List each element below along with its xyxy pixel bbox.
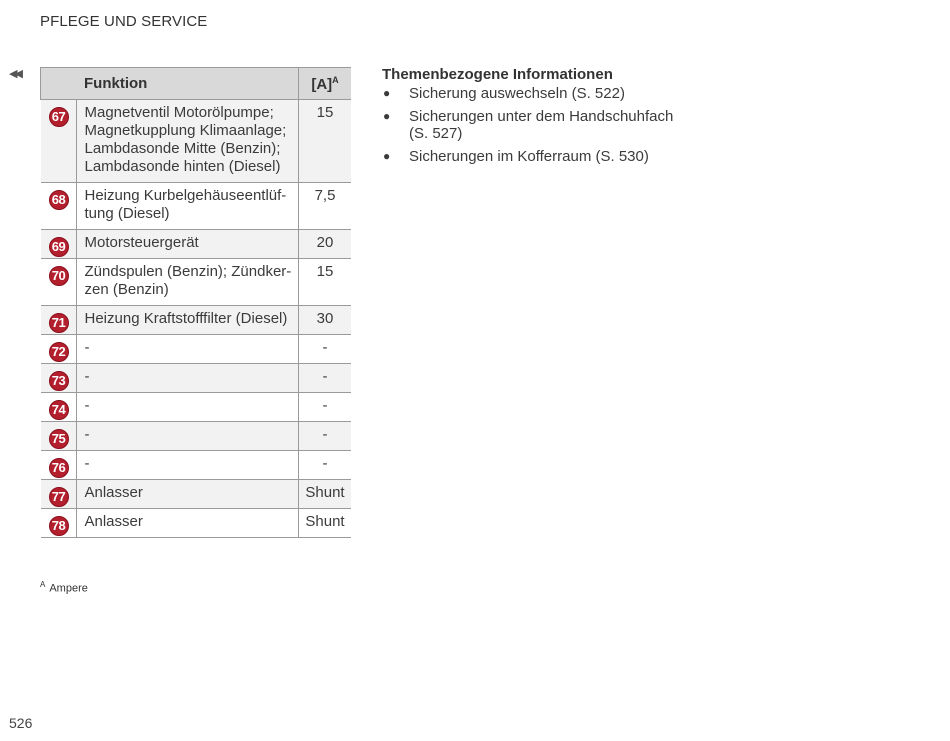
fuse-number-cell xyxy=(41,364,77,393)
table-row xyxy=(41,306,352,335)
number-column-header xyxy=(41,68,77,100)
fuse-ampere-cell: - xyxy=(299,335,352,364)
fuse-function-cell: Motorsteuergerät xyxy=(76,230,299,259)
fuse-ampere-cell: - xyxy=(299,364,352,393)
fuse-ampere-cell: - xyxy=(299,393,352,422)
fuse-number-cell xyxy=(41,393,77,422)
fuse-number-badge: 76 xyxy=(49,458,69,478)
fuse-number-cell xyxy=(41,422,77,451)
fuse-function-cell: Anlasser xyxy=(76,480,299,509)
fuse-number-badge: 71 xyxy=(49,313,69,333)
related-link[interactable] xyxy=(382,108,682,142)
footnote-text: Ampere xyxy=(49,582,88,595)
page-number: 526 xyxy=(9,715,33,731)
bullet-icon: ● xyxy=(383,149,391,163)
fuse-number-badge: 72 xyxy=(49,342,69,362)
fuse-ampere-cell: 7,5 xyxy=(299,183,352,230)
ampere-column-header xyxy=(299,68,352,100)
fuse-function-cell: Zündspulen (Benzin); Zündker-zen (Benzin) xyxy=(76,259,299,306)
bullet-icon: ● xyxy=(383,109,391,123)
related-link-text[interactable]: Sicherungen im Kofferraum (S. 530) xyxy=(409,148,649,165)
table-row xyxy=(41,480,352,509)
fuse-number-cell xyxy=(41,306,77,335)
fuse-number-cell xyxy=(41,509,77,538)
fuse-number-badge: 74 xyxy=(49,400,69,420)
footnote-marker: A xyxy=(332,74,339,85)
related-link-text[interactable]: Sicherungen unter dem Handschuhfach (S. 527) xyxy=(409,108,674,142)
fuse-number-cell xyxy=(41,100,77,183)
table-row xyxy=(41,183,352,230)
section-header: PFLEGE UND SERVICE xyxy=(40,13,208,30)
fuse-function-cell: - xyxy=(76,451,299,480)
table-row xyxy=(41,230,352,259)
fuse-number-cell xyxy=(41,183,77,230)
fuse-function-cell: - xyxy=(76,364,299,393)
ampere-column-label: [A] xyxy=(311,75,333,93)
fuse-number-badge: 78 xyxy=(49,516,69,536)
related-information xyxy=(382,66,682,171)
fuse-function-cell: - xyxy=(76,422,299,451)
fuse-ampere-cell: - xyxy=(299,422,352,451)
footnote-mark: A xyxy=(40,580,46,589)
bullet-icon: ● xyxy=(383,86,391,100)
fuse-ampere-cell: - xyxy=(299,451,352,480)
related-links-list xyxy=(382,85,682,165)
table-row xyxy=(41,259,352,306)
fuse-number-cell xyxy=(41,335,77,364)
double-left-arrow-icon[interactable]: ◀◀ xyxy=(9,68,20,80)
fuse-number-badge: 77 xyxy=(49,487,69,507)
fuse-table-body xyxy=(41,100,352,538)
fuse-ampere-cell: Shunt xyxy=(299,480,352,509)
fuse-number-badge: 75 xyxy=(49,429,69,449)
related-link[interactable] xyxy=(382,85,682,102)
fuse-function-cell: Anlasser xyxy=(76,509,299,538)
table-row xyxy=(41,509,352,538)
fuse-number-badge: 69 xyxy=(49,237,69,257)
fuse-function-cell: Heizung Kraftstofffilter (Diesel) xyxy=(76,306,299,335)
fuse-function-cell: - xyxy=(76,335,299,364)
fuse-ampere-cell: 15 xyxy=(299,100,352,183)
fuse-number-cell xyxy=(41,259,77,306)
fuse-number-badge: 73 xyxy=(49,371,69,391)
fuse-ampere-cell: Shunt xyxy=(299,509,352,538)
footnote xyxy=(40,580,88,595)
table-row xyxy=(41,451,352,480)
table-row xyxy=(41,335,352,364)
related-link-text[interactable]: Sicherung auswechseln (S. 522) xyxy=(409,85,625,102)
fuse-function-cell: - xyxy=(76,393,299,422)
fuse-table xyxy=(40,67,351,538)
fuse-function-cell: Magnetventil Motorölpumpe; Magnetkupplung Klimaanlage; Lambdasonde Mitte (Benzin); Lambdasonde hinten (Diesel) xyxy=(76,100,299,183)
table-header-row xyxy=(41,68,352,100)
table-row xyxy=(41,364,352,393)
fuse-ampere-cell: 20 xyxy=(299,230,352,259)
table-row xyxy=(41,100,352,183)
fuse-number-cell xyxy=(41,230,77,259)
fuse-number-badge: 70 xyxy=(49,266,69,286)
function-column-header xyxy=(76,68,299,100)
fuse-number-badge: 68 xyxy=(49,190,69,210)
fuse-number-badge: 67 xyxy=(49,107,69,127)
fuse-function-cell: Heizung Kurbelgehäuseentlüf-tung (Diesel) xyxy=(76,183,299,230)
table-row xyxy=(41,422,352,451)
related-link[interactable] xyxy=(382,148,682,165)
fuse-ampere-cell: 15 xyxy=(299,259,352,306)
table-row xyxy=(41,393,352,422)
related-title: Themenbezogene Informationen xyxy=(382,66,613,83)
fuse-number-cell xyxy=(41,451,77,480)
fuse-number-cell xyxy=(41,480,77,509)
fuse-ampere-cell: 30 xyxy=(299,306,352,335)
function-column-label: Funktion xyxy=(84,75,148,92)
